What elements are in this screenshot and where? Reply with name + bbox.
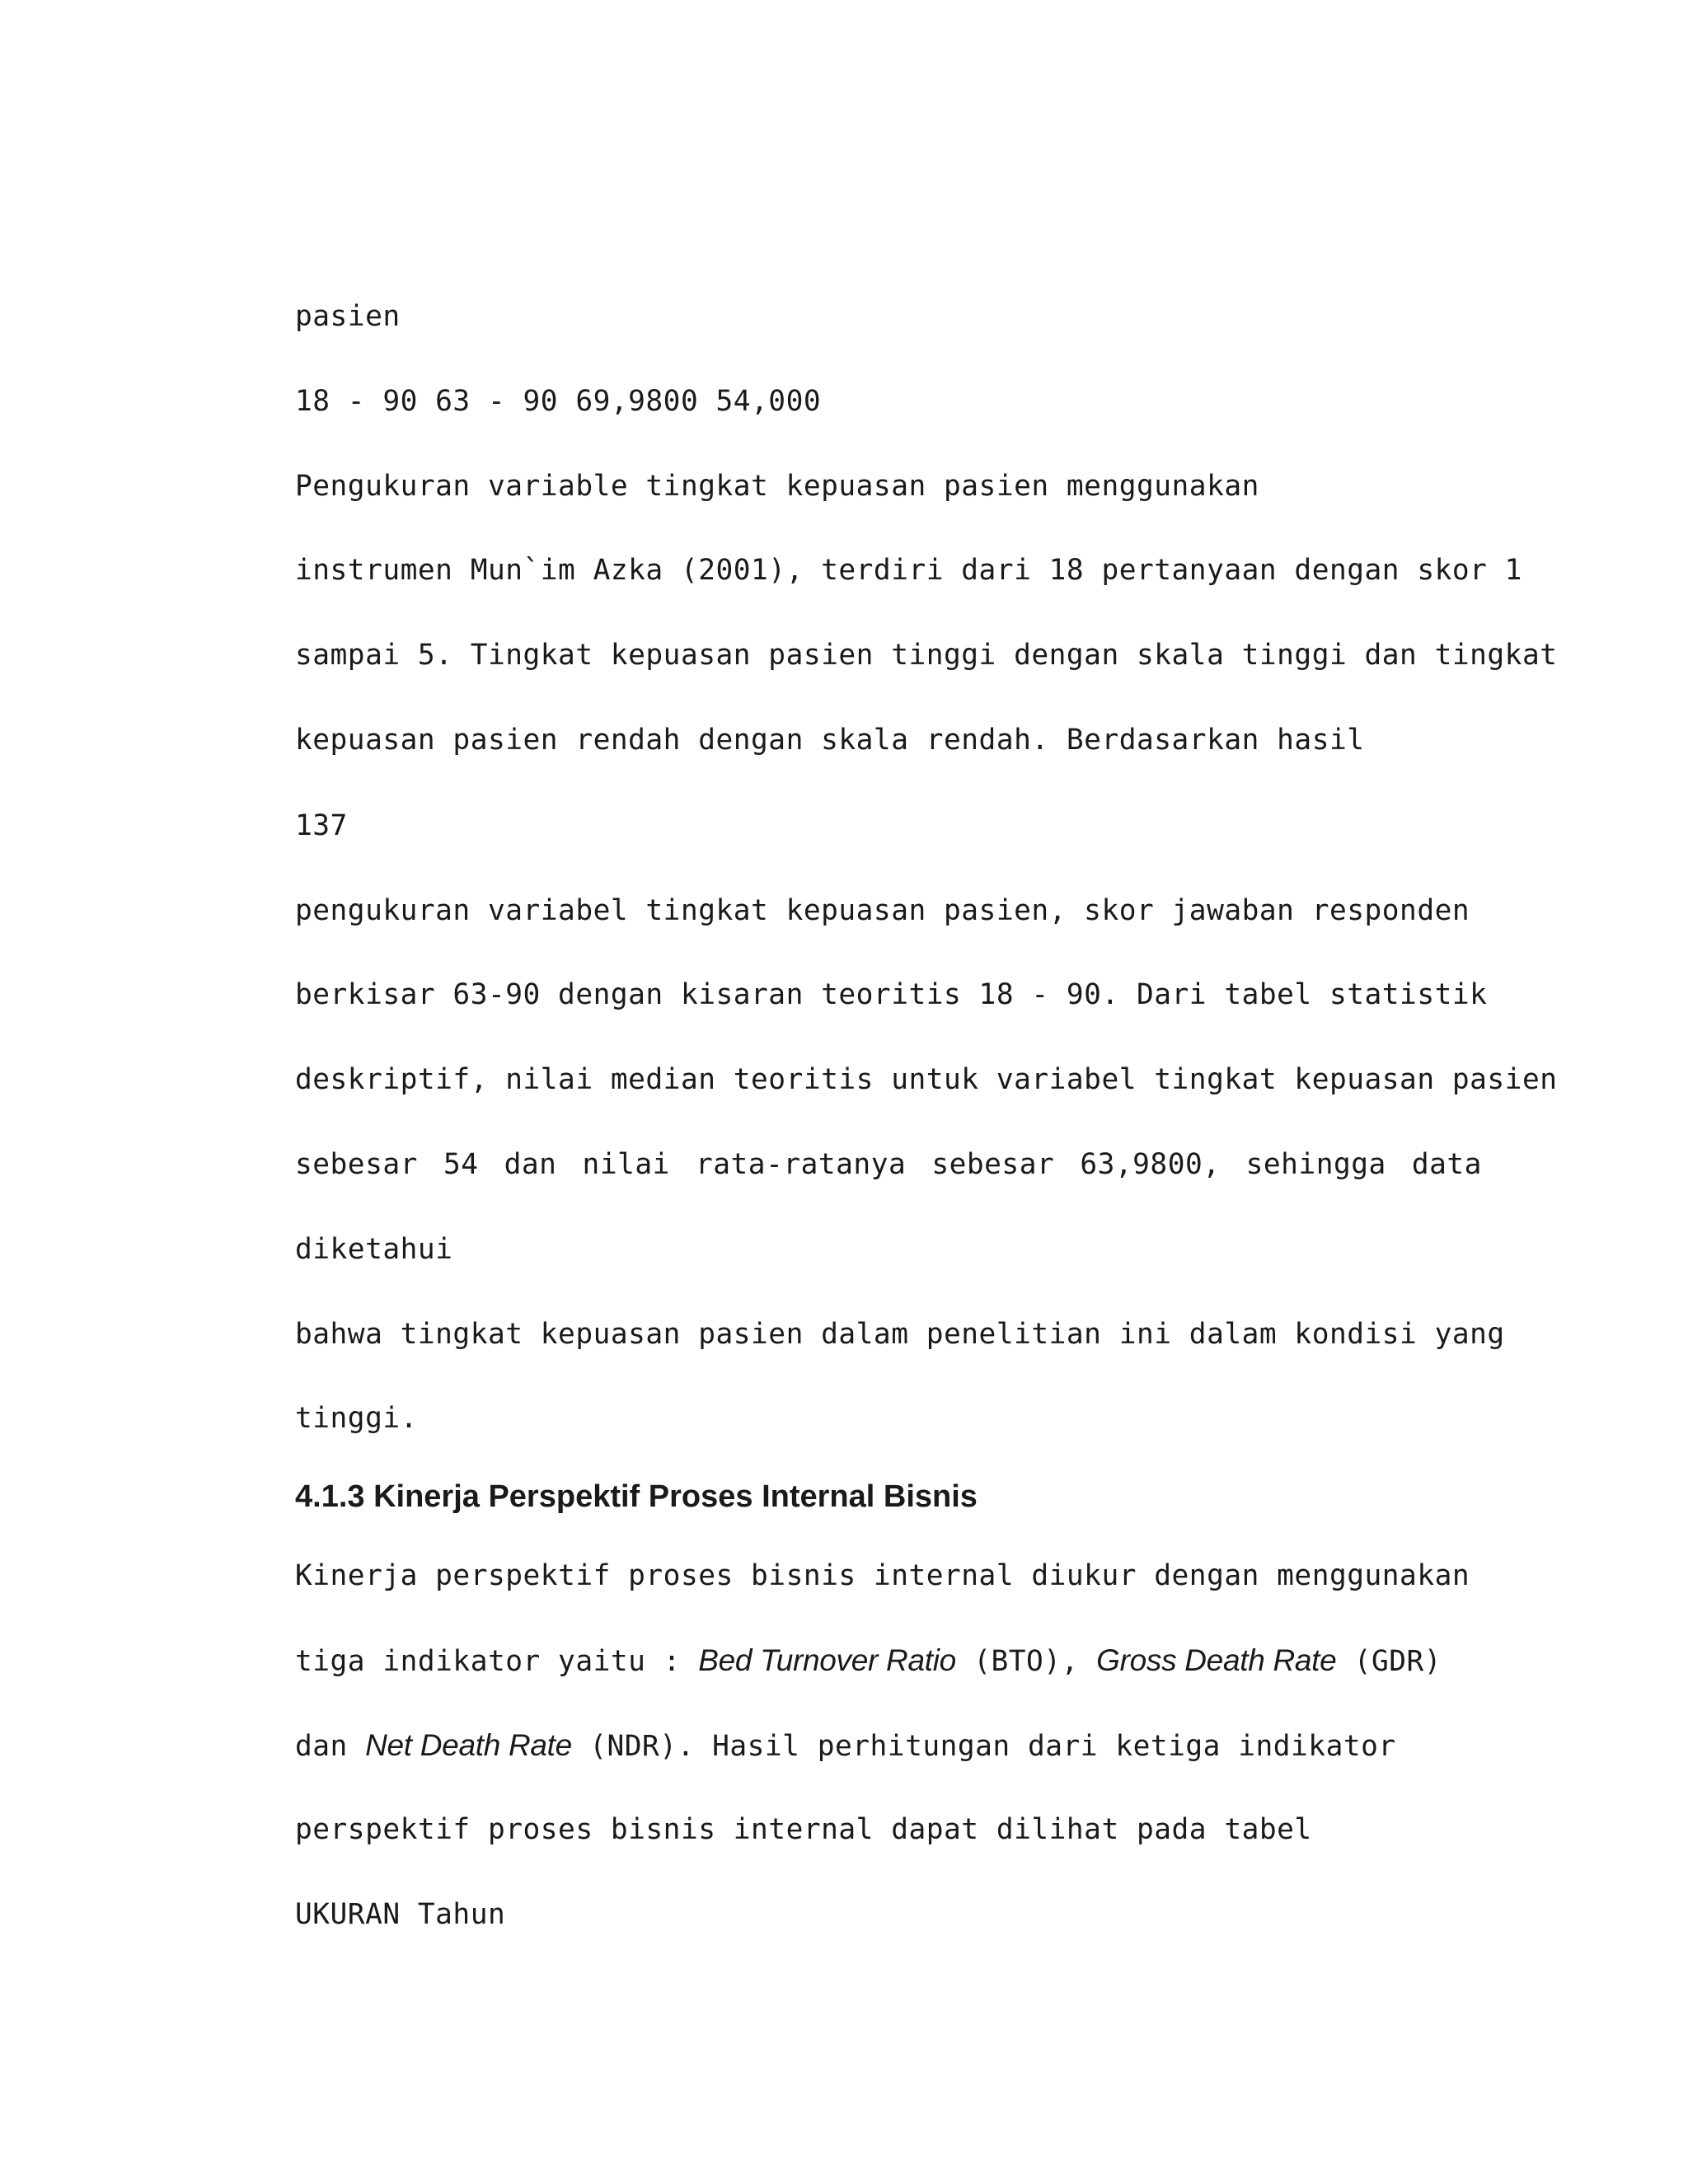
text-line-13: bahwa tingkat kepuasan pasien dalam penelitian ini dalam kondisi yang [295,1318,1505,1351]
section-heading: 4.1.3 Kinerja Perspektif Proses Internal Bisnis [295,1479,978,1514]
term-net-death-rate: Net Death Rate [365,1728,572,1762]
text-line-3: Pengukuran variable tingkat kepuasan pasien menggunakan [295,470,1259,503]
word: data [1411,1148,1482,1181]
paragraph2-line-4: perspektif proses bisnis internal dapat dilihat pada tabel [295,1813,1312,1846]
text-line-14: tinggi. [295,1402,418,1435]
text-segment: tiga indikator yaitu : [295,1645,699,1678]
word: nilai [582,1148,670,1181]
text-line-4: instrumen Mun`im Azka (2001), terdiri dari 18 pertanyaan dengan skor 1 [295,554,1522,587]
word: rata-ratanya [696,1148,907,1181]
text-line-10: deskriptif, nilai median teoritis untuk variabel tingkat kepuasan pasien [295,1063,1558,1096]
text-line-8: pengukuran variabel tingkat kepuasan pasien, skor jawaban responden [295,894,1470,927]
text-line-5: sampai 5. Tingkat kepuasan pasien tinggi dengan skala tinggi dan tingkat [295,639,1558,672]
text-line-12: diketahui [295,1233,453,1266]
page-number: 137 [295,809,348,842]
text-segment: (GDR) [1336,1645,1442,1678]
text-line-6: kepuasan pasien rendah dengan skala rendah. Berdasarkan hasil [295,724,1365,757]
word: sebesar [931,1148,1055,1181]
term-gross-death-rate: Gross Death Rate [1096,1643,1337,1677]
paragraph2-line-3 [295,1727,1396,1765]
text-line-9: berkisar 63-90 dengan kisaran teoritis 18 - 90. Dari tabel statistik [295,978,1488,1011]
word: sehingga [1245,1148,1386,1181]
paragraph2-line-2 [295,1643,1442,1680]
word: sebesar [295,1148,418,1181]
word: dan [504,1148,557,1181]
paragraph2-line-1: Kinerja perspektif proses bisnis internal diukur dengan menggunakan [295,1559,1470,1592]
text-segment: (NDR). Hasil perhitungan dari ketiga indikator [571,1730,1396,1763]
text-segment: dan [295,1730,366,1763]
text-line-1: pasien [295,300,401,333]
text-line-2: 18 - 90 63 - 90 69,9800 54,000 [295,385,822,418]
text-line-11 [295,1146,1482,1183]
term-bed-turnover-ratio: Bed Turnover Ratio [698,1643,956,1677]
text-segment: (BTO), [955,1645,1097,1678]
word: 63,9800, [1080,1148,1221,1181]
word: 54 [443,1148,479,1181]
paragraph2-line-5: UKURAN Tahun [295,1898,506,1931]
